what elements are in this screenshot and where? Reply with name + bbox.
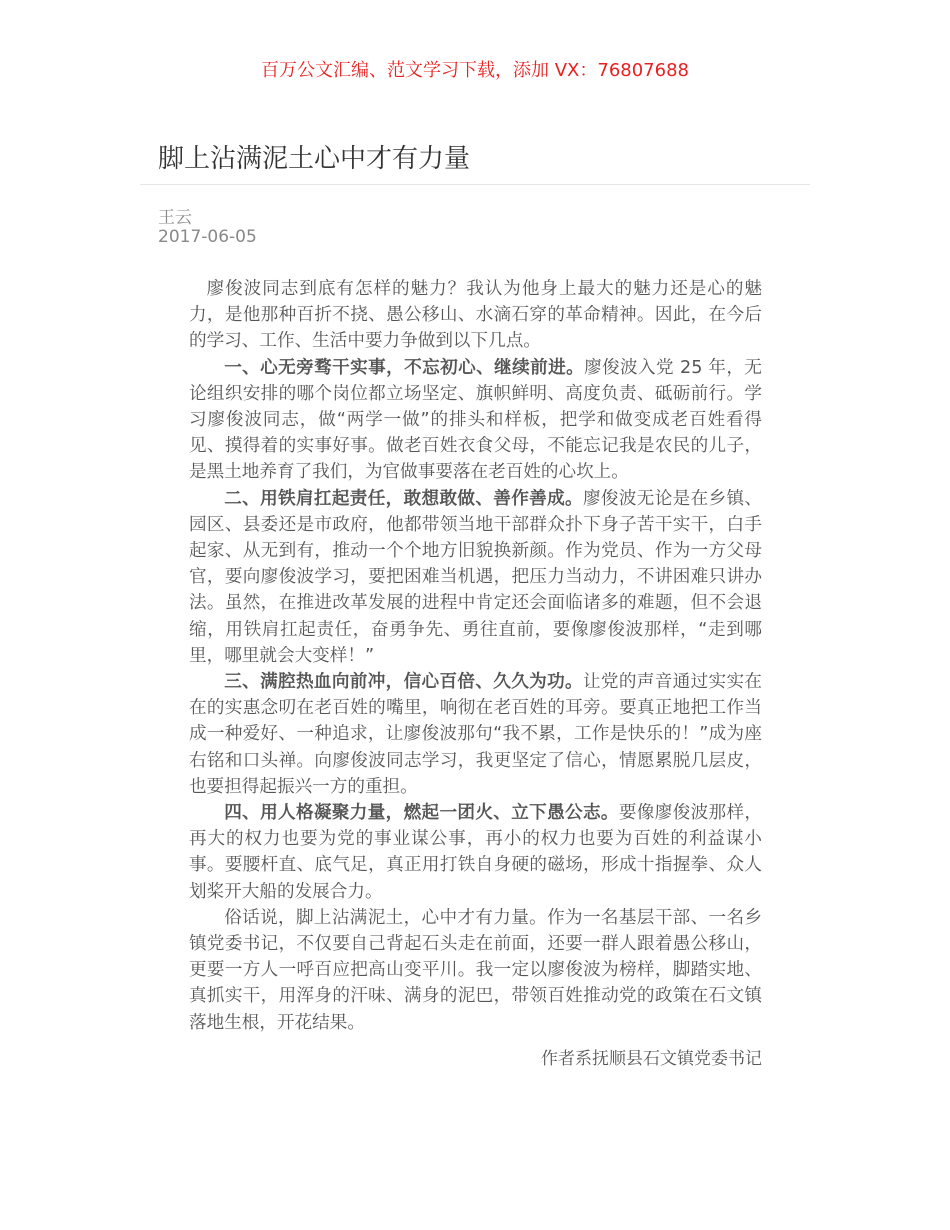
paragraph-text: 廖俊波无论是在乡镇、园区、县委还是市政府，他都带领当地干部群众扑下身子苦干实干，白手起家、从无到有，推动一个个地方旧貌换新颜。作为党员、作为一方父母官，要向廖俊波学习，要把困难当机遇，把压力当动力，不讲困难只讲办法。虽然，在推进改革发展的进程中肯定还会面临诸多的难题，但不会退缩，用铁肩扛起责任，奋勇争先、勇往直前，要像廖俊波那样，“走到哪里，哪里就会大变样！” [189, 488, 762, 666]
author-signature: 作者系抚顺县石文镇党委书记 [541, 1049, 762, 1069]
paragraph-text: 让党的声音通过实实在在的实惠念叨在老百姓的嘴里，响彻在老百姓的耳旁。要真正地把工作当成一种爱好、一种追求，让廖俊波那句“我不累，工作是快乐的！”成为座右铭和口头禅。向廖俊波同志学习，我更坚定了信心，情愿累脱几层皮，也要担得起振兴一方的重担。 [189, 672, 762, 797]
paragraph [189, 800, 762, 905]
article-date: 2017-06-05 [158, 227, 257, 247]
paragraph-heading: 四、用人格凝聚力量，燃起一团火、立下愚公志。 [224, 803, 619, 824]
paragraph-heading: 一、心无旁骛干实事，不忘初心、继续前进。 [224, 357, 585, 378]
article-author: 王云 [158, 208, 192, 228]
paragraph [189, 905, 762, 1036]
article-title: 脚上沾满泥土心中才有力量 [158, 144, 471, 174]
paragraph [189, 355, 762, 486]
paragraph-text: 要像廖俊波那样，再大的权力也要为党的事业谋公事，再小的权力也要为百姓的利益谋小事。要腰杆直、底气足，真正用打铁自身硬的磁场，形成十指握拳、众人划桨开大船的发展合力。 [189, 803, 762, 902]
paragraph [189, 669, 762, 800]
article-body [189, 276, 762, 1036]
title-divider [140, 184, 810, 185]
paragraph [189, 486, 762, 669]
paragraph-text: 廖俊波同志到底有怎样的魅力？我认为他身上最大的魅力还是心的魅力，是他那种百折不挠、愚公移山、水滴石穿的革命精神。因此，在今后的学习、工作、生活中要力争做到以下几点。 [189, 279, 762, 352]
paragraph-heading: 二、用铁肩扛起责任，敢想敢做、善作善成。 [224, 488, 583, 509]
paragraph [189, 276, 762, 355]
watermark-banner: 百万公文汇编、范文学习下载，添加 VX：76807688 [261, 60, 689, 81]
paragraph-text: 俗话说，脚上沾满泥土，心中才有力量。作为一名基层干部、一名乡镇党委书记，不仅要自己背起石头走在前面，还要一群人跟着愚公移山，更要一方人一呼百应把高山变平川。我一定以廖俊波为榜样，脚踏实地、真抓实干，用浑身的汗味、满身的泥巴，带领百姓推动党的政策在石文镇落地生根，开花结果。 [189, 907, 762, 1033]
paragraph-text: 廖俊波入党 25 年，无论组织安排的哪个岗位都立场坚定、旗帜鲜明、高度负责、砥砺前行。学习廖俊波同志，做“两学一做”的排头和样板，把学和做变成老百姓看得见、摸得着的实事好事。做老百姓衣食父母，不能忘记我是农民的儿子，是黑土地养育了我们，为官做事要落在老百姓的心坎上。 [189, 357, 762, 483]
paragraph-heading: 三、满腔热血向前冲，信心百倍、久久为功。 [224, 672, 583, 693]
